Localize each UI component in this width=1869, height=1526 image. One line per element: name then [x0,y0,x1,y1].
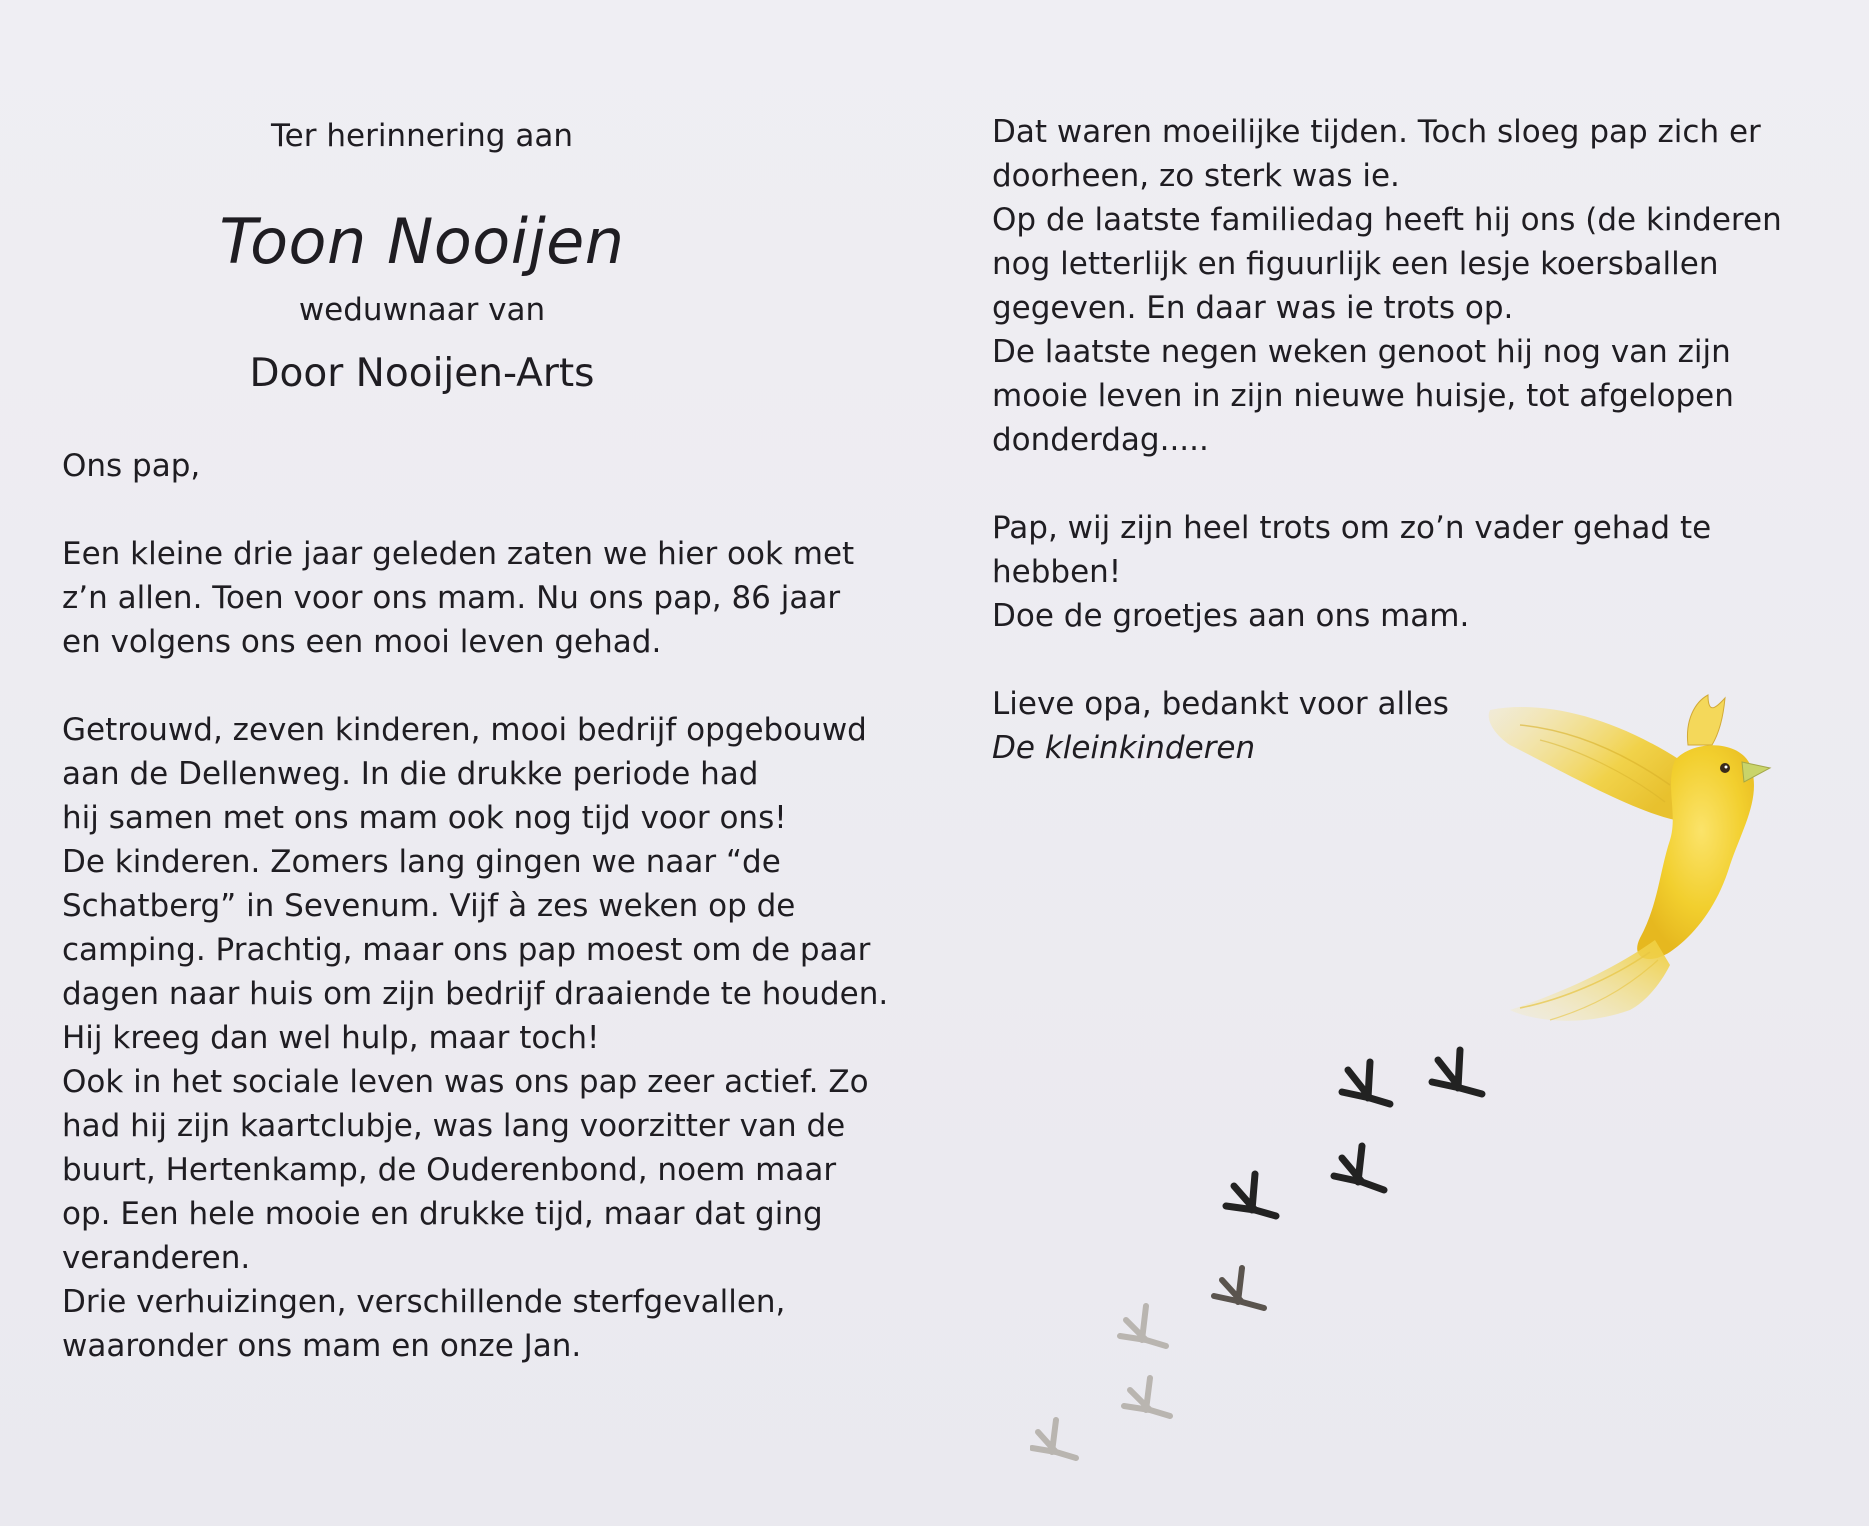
text-line: mooie leven in zijn nieuwe huisje, tot afgelopen [992,378,1734,414]
text-line: Hij kreeg dan wel hulp, maar toch! [62,1020,600,1056]
paragraph-1 [62,532,882,664]
closing-line: Lieve opa, bedankt voor alles [992,686,1449,722]
text-line: buurt, Hertenkamp, de Ouderenbond, noem maar [62,1152,837,1188]
widow-label: weduwnaar van [298,292,546,328]
text-line: veranderen. [62,1240,251,1276]
paragraph-3 [992,110,1822,462]
deceased-name: Toon Nooijen [219,205,625,278]
text-line: donderdag..... [992,422,1209,458]
spouse-name: Door Nooijen-Arts [249,351,595,396]
text-line: Doe de groetjes aan ons mam. [992,598,1470,634]
text-line: gegeven. En daar was ie trots op. [992,290,1514,326]
text-line: Schatberg” in Sevenum. Vijf à zes weken op de [62,888,796,924]
text-line: nog letterlijk en figuurlijk een lesje koersballen [992,246,1719,282]
text-line: hebben! [992,554,1122,590]
text-line: aan de Dellenweg. In die drukke periode had [62,756,759,792]
text-line: doorheen, zo sterk was ie. [992,158,1400,194]
text-line: Pap, wij zijn heel trots om zo’n vader gehad te [992,510,1712,546]
text-line: Dat waren moeilijke tijden. Toch sloeg pap zich er [992,114,1761,150]
text-line: en volgens ons een mooi leven gehad. [62,624,662,660]
text-line: hij samen met ons mam ook nog tijd voor ons! [62,800,787,836]
text-line: waaronder ons mam en onze Jan. [62,1328,582,1364]
intro-text: Ter herinnering aan [271,118,573,154]
left-page [62,100,889,1368]
text-line: z’n allen. Toen voor ons mam. Nu ons pap, 86 jaar [62,580,841,616]
text-line: Ook in het sociale leven was ons pap zeer actief. Zo [62,1064,869,1100]
bird-footprints-icon [1030,1040,1550,1480]
text-line: De laatste negen weken genoot hij nog van zijn [992,334,1731,370]
salutation: Ons pap, [62,448,201,484]
text-line: op. Een hele mooie en drukke tijd, maar dat ging [62,1196,823,1232]
text-line: camping. Prachtig, maar ons pap moest om de paar [62,932,871,968]
paragraph-4 [992,506,1822,638]
paragraph-2 [62,708,889,1368]
text-line: De kinderen. Zomers lang gingen we naar “de [62,844,781,880]
text-line: Op de laatste familiedag heeft hij ons (de kinderen [992,202,1782,238]
text-line: Drie verhuizingen, verschillende sterfgevallen, [62,1284,786,1320]
yellow-bird-icon [1480,690,1800,1050]
text-line: Een kleine drie jaar geleden zaten we hier ook met [62,536,855,572]
text-line: had hij zijn kaartclubje, was lang voorzitter van de [62,1108,846,1144]
text-line: Getrouwd, zeven kinderen, mooi bedrijf opgebouwd [62,712,867,748]
text-line: dagen naar huis om zijn bedrijf draaiende te houden. [62,976,889,1012]
right-page [992,100,1822,770]
signature: De kleinkinderen [992,730,1256,766]
